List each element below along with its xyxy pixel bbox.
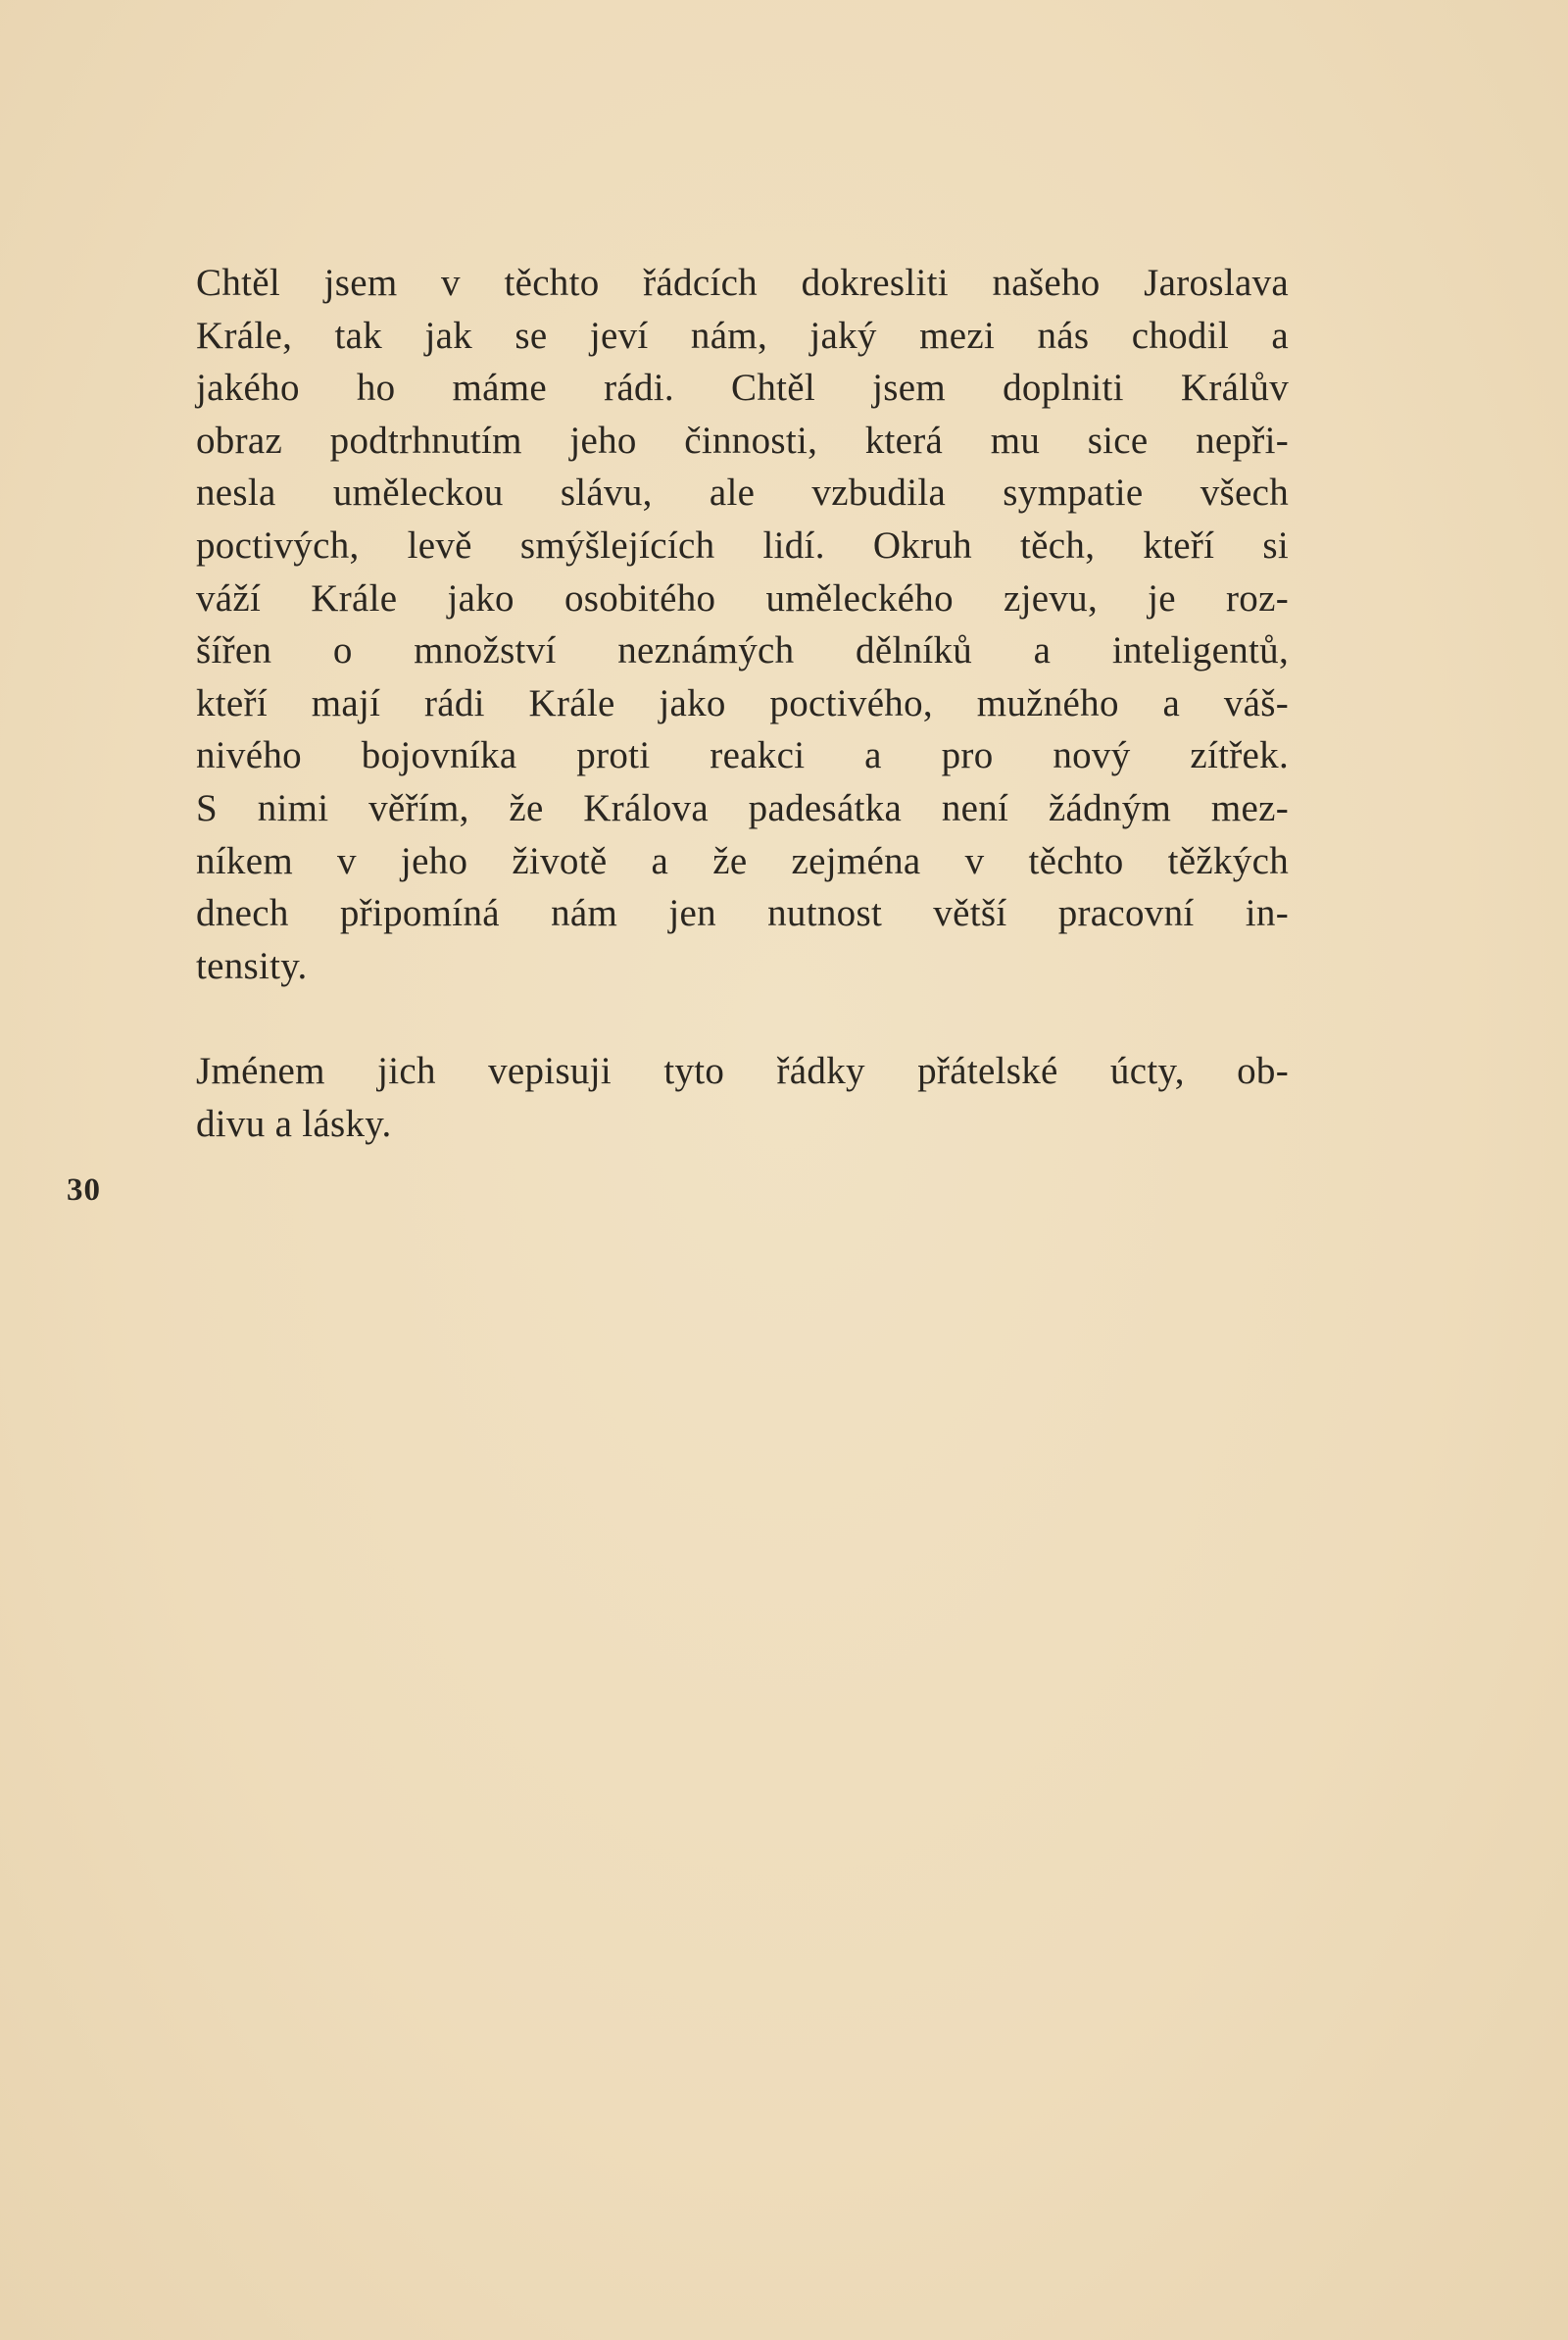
text-line: divu a lásky. (196, 1102, 392, 1145)
text-line: poctivých, levě smýšlejících lidí. Okruh těch, kteří si (196, 523, 1289, 567)
text-line: tensity. (196, 944, 308, 987)
text-line: váží Krále jako osobitého uměleckého zjevu, je roz- (196, 576, 1289, 620)
text-line: jakého ho máme rádi. Chtěl jsem doplniti Králův (196, 367, 1289, 410)
text-line: dnech připomíná nám jen nutnost větší pracovní in- (196, 892, 1289, 935)
text-line: nesla uměleckou slávu, ale vzbudila sympatie všech (196, 472, 1289, 515)
text-line: Chtěl jsem v těchto řádcích dokresliti našeho Jaroslava (196, 262, 1289, 304)
body-text (196, 257, 1289, 1150)
text-line: kteří mají rádi Krále jako poctivého, mužného a váš- (196, 681, 1289, 724)
paragraph-1 (196, 257, 1289, 992)
text-line: Jménem jich vepisuji tyto řádky přátelské úcty, ob- (196, 1049, 1289, 1092)
text-line: S nimi věřím, že Králova padesátka není žádným mez- (196, 786, 1289, 829)
text-line: níkem v jeho životě a že zejména v těchto těžkých (196, 839, 1289, 882)
page-number: 30 (67, 1172, 101, 1208)
text-line: šířen o množství neznámých dělníků a inteligentů, (196, 629, 1289, 672)
paragraph-2 (196, 1045, 1289, 1150)
text-line: Krále, tak jak se jeví nám, jaký mezi nás chodil a (196, 314, 1289, 357)
text-line: obraz podtrhnutím jeho činnosti, která mu sice nepři- (196, 419, 1289, 462)
paragraph-gap (196, 992, 1289, 1045)
text-line: nivého bojovníka proti reakci a pro nový zítřek. (196, 734, 1289, 777)
